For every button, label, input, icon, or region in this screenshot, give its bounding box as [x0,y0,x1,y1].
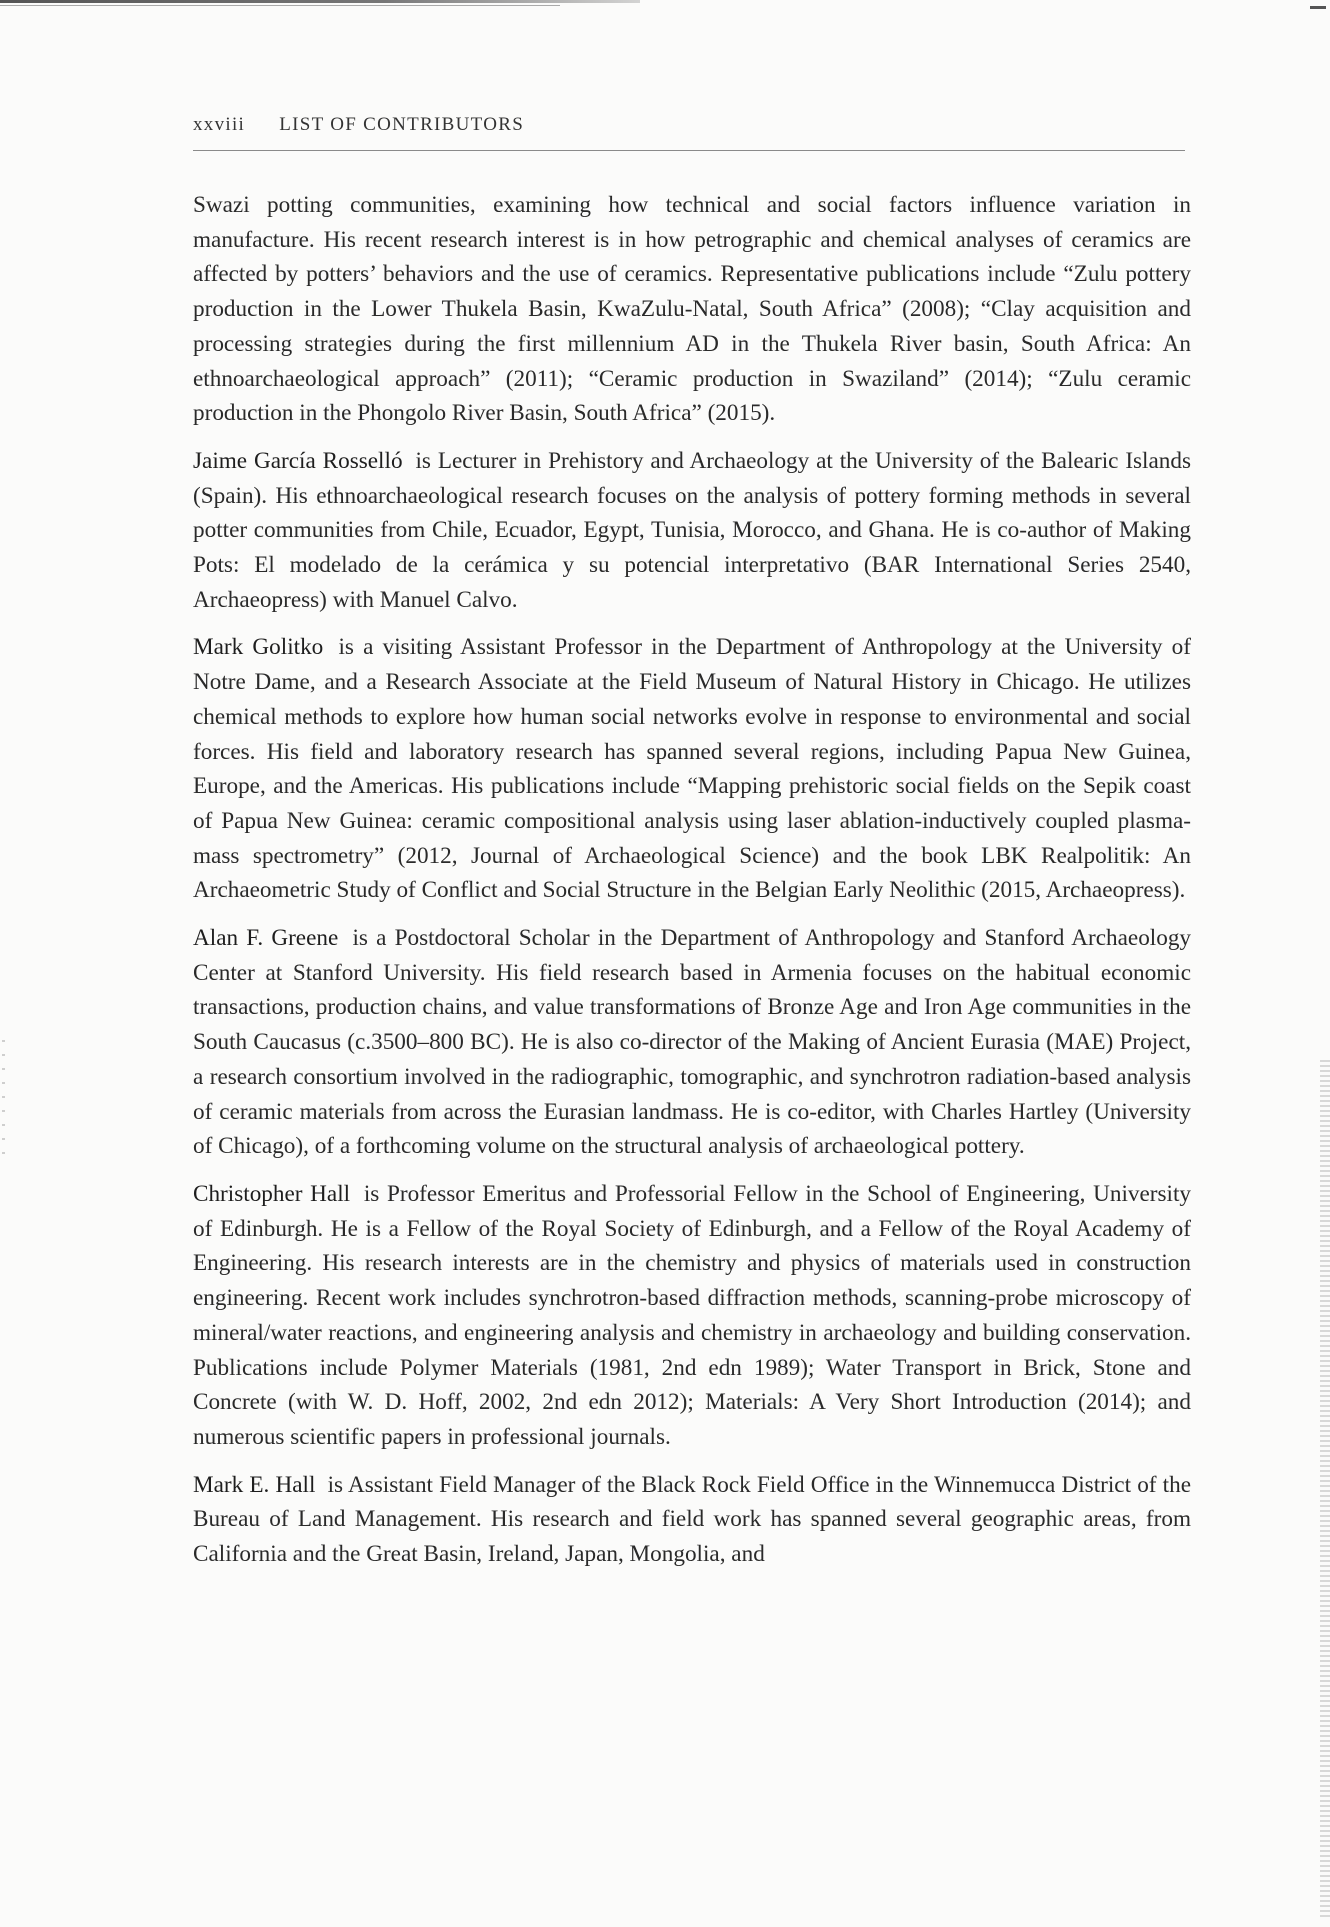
running-head [193,114,524,136]
entry-text: is a visiting Assistant Professor in the Department of Anthropology at the University of Notre Dame, and a Research Associate at the Field Museum of Natural History in Chicago. He utilizes chemical methods to explore how human social networks evolve in response to environmental and social forces. His field and laboratory research has spanned several regions, including Papua New Guinea, Europe, and the Americas. His publications include “Mapping prehistoric social fields on the Sepik coast of Papua New Guinea: ceramic compositional analysis using laser ablation-inductively coupled plasma-mass spectrometry” (2012, Journal of Archaeological Science) and the book LBK Realpolitik: An Archaeometric Study of Conflict and Social Structure in the Belgian Early Neolithic (2015, Archaeopress). [193,634,1191,904]
scan-edge-line [0,0,640,3]
contributor-list [193,188,1191,1585]
entry-text: is Lecturer in Prehistory and Archaeology at the University of the Balearic Islands (Spain). His ethnoarchaeological research focuses on the analysis of pottery forming methods in several potter communities from Chile, Ecuador, Egypt, Tunisia, Morocco, and Ghana. He is co-author of Making Pots: El modelado de la cerámica y su potencial interpretativo (BAR International Series 2540, Archaeopress) with Manuel Calvo. [193,447,1192,613]
contributor-name: Jaime García Rosselló [193,447,403,474]
page-number: xxviii [193,114,246,135]
contributor-entry [193,921,1191,1164]
scan-edge-shadow [1320,1060,1330,1920]
running-title: LIST OF CONTRIBUTORS [279,114,525,135]
scan-edge-line-secondary [0,5,560,6]
contributor-entry [193,444,1191,618]
entry-text: Swazi potting communities, examining how technical and social factors influence variation in manufacture. His recent research interest is in how petrographic and chemical analyses of ceramics are affected by potters’ behaviors and the use of ceramics. Representative publications include “Zulu pottery production in the Lower Thukela Basin, KwaZulu-Natal, South Africa” (2008); “Clay acquisition and processing strategies during the first millennium AD in the Thukela River basin, South Africa: An ethnoarchaeological approach” (2011); “Ceramic production in Swaziland” (2014); “Zulu ceramic production in the Phongolo River Basin, South Africa” (2015). [193,192,1191,427]
contributor-entry [193,1468,1191,1572]
entry-text: is Assistant Field Manager of the Black Rock Field Office in the Winnemucca District of the Bureau of Land Management. His research and field work has spanned several geographic areas, from California and the Great Basin, Ireland, Japan, Mongolia, and [193,1471,1192,1568]
contributor-name: Christopher Hall [193,1180,351,1207]
contributor-entry [193,630,1191,908]
contributor-entry [193,1177,1191,1455]
contributor-name: Alan F. Greene [193,925,339,952]
scan-corner-mark [1310,6,1326,9]
contributor-entry [193,188,1191,431]
contributor-name: Mark Golitko [193,634,324,661]
header-rule [193,150,1185,151]
entry-text: is Professor Emeritus and Professorial Fellow in the School of Engineering, University of Edinburgh. He is a Fellow of the Royal Society of Edinburgh, and a Fellow of the Royal Academy of Engineering. His research interests are in the chemistry and physics of materials used in construction engineering. Recent work includes synchrotron-based diffraction methods, scanning-probe microscopy of mineral/water reactions, and engineering analysis and chemistry in archaeology and building conservation. Publications include Polymer Materials (1981, 2nd edn 1989); Water Transport in Brick, Stone and Concrete (with W. D. Hoff, 2002, 2nd edn 2012); Materials: A Very Short Introduction (2014); and numerous scientific papers in professional journals. [193,1180,1192,1450]
scan-edge-specks [2,1040,5,1160]
entry-text: is a Postdoctoral Scholar in the Department of Anthropology and Stanford Archaeology Center at Stanford University. His field research based in Armenia focuses on the habitual economic transactions, production chains, and value transformations of Bronze Age and Iron Age communities in the South Caucasus (c.3500–800 BC). He is also co-director of the Making of Ancient Eurasia (MAE) Project, a research consortium involved in the radiographic, tomographic, and synchrotron radiation-based analysis of ceramic materials from across the Eurasian landmass. He is co-editor, with Charles Hartley (University of Chicago), of a forthcoming volume on the structural analysis of archaeological pottery. [193,925,1192,1160]
contributor-name: Mark E. Hall [193,1471,316,1498]
